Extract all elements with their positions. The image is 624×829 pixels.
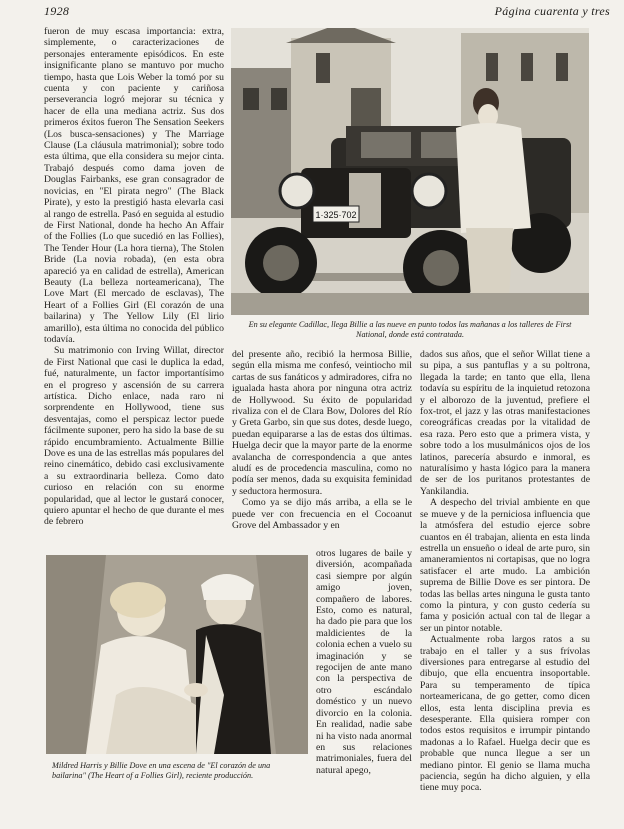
page-number-title: Página cuarenta y tres (494, 4, 610, 18)
column-1-paragraph-1: fueron de muy escasa importancia: extra, simplemente, o caracterizaciones de personajes enteramente episódicos. En este insignificante plano se mantuvo por mucho tiempo, hasta que Lois Weber la tomó por su cuenta y con paciente y cariñosa perseverancia logró mejorar su técnica y hacer de ella una mediana actriz. Sus dos primeros éxitos fueron The Sensation Seekers (Los busca-sensaciones) y The Marriage Clause (La cláusula matrimonial); sobre todo esta última, que ella considera su mejor cinta. Trabajó después como dama joven de Douglas Fairbanks, ese gran consagrador de novicias, en "El pirata negro" (The Black Pirate), y esto la prestigió hasta elevarla casi al rango de estrella. Pasó en seguida al estudio de First National, donde ha hecho An Affair of the Follies (Lo que sucedió en las Follies), The Tender Hour (La hora tierna), The Stolen Bride (La novia robada), (en esta obra apareció ya en calidad de estrella), American Beauty (La belleza norteamericana), The Love Mart (El mercado de esclavas), The Heart of a Follies Girl (El corazón de una bailarina) y The Yellow Lily (El lirio amarillo), esta última no conocida del público todavía. (44, 26, 224, 345)
column-3-paragraph-2: A despecho del trivial ambiente en que se mueve y de la perniciosa influencia que la atmósfera del estudio ejerce sobre cuantos en él trabajan, alienta en esta linda estrella un ensueño o ideal de arte puro, sin amaneramientos ni cortapisas, que no logra satisfacer el arte mudo. La ambición suprema de Billie Dove es ser pintora. De todas las bellas artes ninguna le gusta tanto como la pintura, y con gusto cedería su fama y posición actual con tal de llegar a ser un pintor notable. (420, 497, 590, 634)
column-3 (420, 349, 590, 823)
photo-scene-heart-of-follies-girl (46, 555, 308, 754)
cadillac-photo-illustration (231, 28, 589, 315)
column-3-paragraph-3: Actualmente roba largos ratos a su trabajo en el taller y a sus frívolas diversiones para entregarse al estudio del dibujo, que ella encuentra insoportable. Para su temperamento de típica norteamericana, de go getter, como dicen ellos, esta lenta disciplina previa es desesperante. Ella quisiera romper con todos estos requisitos e irrumpir pintando madonas a lo Rafael. Huelga decir que es probable que nunca llegue a ser un mediano pintor. El genio se llama mucha paciencia, según ha dicho alguien, y ella tiene muy poca. (420, 634, 590, 794)
column-2-lower (316, 548, 412, 805)
photo-scene-caption: Mildred Harris y Billie Dove en una escena de "El corazón de una bailarina" (The Heart of a Follies Girl), reciente producción. (52, 761, 271, 780)
column-2-paragraph-1: del presente año, recibió la hermosa Billie, según ella misma me confesó, veintiocho mil cartas de sus fanáticos y admiradores, cifra no igualada hasta ahora por ninguna otra actriz de Hollywood. Su éxito de popularidad rivaliza con el de Clara Bow, Dolores del Río y Greta Garbo, sin que sus dotes, desde luego, puedan equipararse a las de estas dos últimas. Huelga decir que la mayor parte de la enorme avalancha de correspondencia a que antes aludí es de procedencia masculina, como no podía ser menos, dada su exquisita feminidad y seductora hermosura. (232, 349, 412, 497)
scene-photo-illustration (46, 555, 308, 754)
photo-cadillac-caption: En su elegante Cadillac, llega Billie a las nueve en punto todos las mañanas a los talleres de First National, donde está contratada. (248, 320, 572, 339)
column-1 (44, 26, 224, 559)
column-2-paragraph-2: Como ya se dijo más arriba, a ella se le puede ver con frecuencia en el Cocoanut Grove del Ambassador y en (232, 497, 412, 532)
column-2-paragraph-3: otros lugares de baile y diversión, acompañada casi siempre por algún amigo joven, compañero de labores. Esto, como es natural, ha dado pie para que los maldicientes de la colonia echen a vuelo su imaginación y se regocijen de ante mano con la perspectiva de otro escándalo doméstico y un nuevo divorcio en la colonia. En realidad, nadie sabe ni ha visto nada anormal en sus relaciones matrimoniales, fuera del natural apego, (316, 548, 412, 776)
column-3-paragraph-1: dados sus años, que el señor Willat tiene a su pipa, a sus pantuflas y a su poltrona, llegada la tarde; en tanto que ella, llena todavía su espíritu de la inquietud retozona y el alborozo de la juventud, prefiere el fox-trot, el jazz y las otras manifestaciones coreográficas creadas por la vitalidad de esa raza. Pero esto que a primera vista, y sobre todo a los musulmánicos ojos de los latinos, parecería absurdo e inmoral, es naturalísimo y hasta lógico para la manera de ser de los puritanos protestantes de Yankilandia. (420, 349, 590, 497)
license-plate-text: 1·325·702 (315, 210, 357, 220)
photo-cadillac (231, 28, 589, 315)
column-2-upper (232, 349, 412, 551)
column-1-paragraph-2: Su matrimonio con Irving Willat, director de First National que casi le duplica la edad, fué, naturalmente, un factor importantísimo en el progreso y ascensión de su carrera artística. Dicho enlace, nada raro ni sorprendente en Hollywood, tiene sus desventajas, como el perspicaz lector puede fácilmente suponer, pero ha sido la base de su rápido encumbramiento. Actualmente Billie Dove es una de las estrellas más populares del reino cinemático, debido casi exclusivamente a su extraordinaria belleza. Como dato curioso en relación con su enorme popularidad, que al lector le gustará conocer, quiero apuntar el hecho de que durante el mes de febrero (44, 345, 224, 528)
page-year: 1928 (44, 4, 70, 18)
